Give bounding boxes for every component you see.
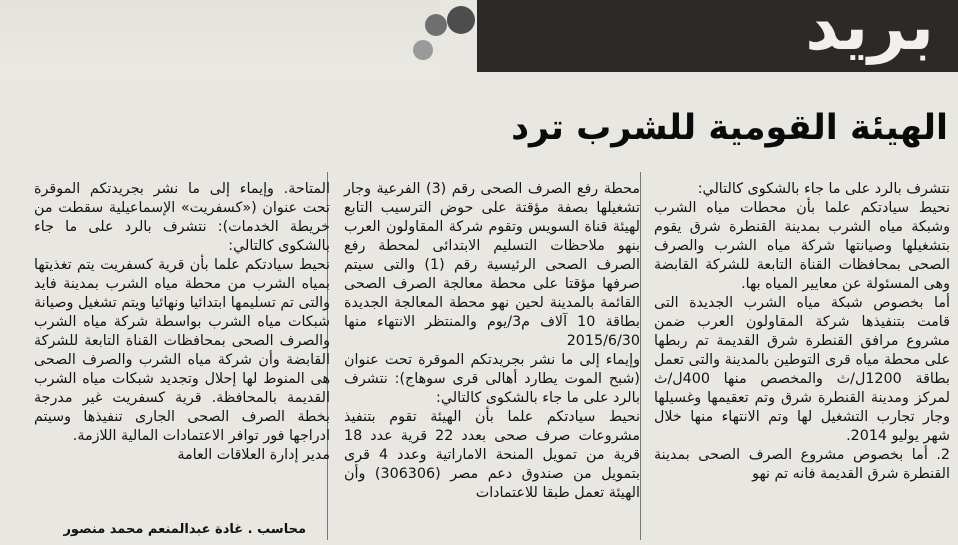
paragraph: 2. أما بخصوص مشروع الصرف الصحى بمدينة القنطرة شرق القديمة فانه تم نهو: [654, 447, 950, 482]
section-title: بريد: [805, 0, 934, 65]
paragraph: وإيماء إلى ما نشر بجريدتكم الموقرة تحت عنوان (شبح الموت يطارد أهالى قرى سوهاج): نتشرف بالرد على ما جاء بالشكوى كالتالي:: [344, 352, 640, 406]
article-column-right: [654, 180, 950, 484]
dot-icon: [413, 40, 433, 60]
dot-icon: [425, 14, 447, 36]
article-column-middle: [344, 180, 640, 503]
column-divider: [640, 172, 641, 540]
paragraph: محطة رفع الصرف الصحى رقم (3) الفرعية وجار تشغيلها بصفة مؤقتة على حوض الترسيب التابع لهيئة قناة السويس وتقوم شركة المقاولون العرب بنهو ملاحظات التسليم الابتدائى لمحطة رفع الصرف الصحى الرئيسية رقم (1) والتى سيتم صرفها مؤقتا على محطة معالجة الصرف الصحى القائمة بالمدينة لحين نهو محطة المعالجة الجديدة بطاقة 10 آلاف م3/يوم والمنتظر الانتهاء منها 2015/6/30: [344, 181, 641, 349]
paragraph: المتاحة. وإيماء إلى ما نشر بجريدتكم الموقرة تحت عنوان («كسفريت» الإسماعيلية سقطت من خريطة الخدمات): نتشرف بالرد على ما جاء بالشكوى كالتالي:: [34, 181, 330, 254]
paragraph: نحيط سيادتكم علما بأن محطات مياه الشرب وشبكة مياه الشرب بمدينة القنطرة شرق يقوم بتشغيلها وصيانتها شركة مياه الشرب والصرف الصحى بمحافظات القناة التابعة للشركة القابضة وهى المسئولة عن معايير المياه بها.: [654, 200, 950, 292]
paragraph: أما بخصوص شبكة مياه الشرب الجديدة التى قامت بتنفيذها شركة المقاولون العرب ضمن مشروع مرافق القنطرة شرق القديمة تم ربطها على محطة مياه قرى التوطين بالمدينة والتى تعمل بطاقة 1200ل/ث والمخصص منها 400ل/ث لمركز ومدينة القنطرة شرق وتم تعقيمها وغسيلها وجار تجارب التشغيل لها وتم الانتهاء منها خلال شهر يوليو 2014.: [654, 295, 950, 444]
paragraph: مدير إدارة العلاقات العامة: [177, 447, 330, 463]
article-column-left: [34, 180, 330, 465]
author-signature: محاسب . غادة عبدالمنعم محمد منصور: [63, 522, 306, 537]
article-headline: الهيئة القومية للشرب ترد: [511, 108, 948, 148]
paragraph: نتشرف بالرد على ما جاء بالشكوى كالتالي:: [697, 181, 950, 197]
decorative-dots: [443, 4, 483, 64]
dot-icon: [447, 6, 475, 34]
section-masthead: [477, 0, 958, 72]
paragraph: نحيط سيادتكم علما بأن قرية كسفريت يتم تغذيتها بمياه الشرب من محطة مياه الشرب بمدينة فايد والتى تم تسليمها ابتدائيا ونهائيا ويتم تشغيل وصيانة شبكات مياه الشرب بواسطة شركة مياه الشرب والصرف الصحى بمحافظات القناة التابعة للشركة القابضة وأن شركة مياه الشرب والصرف الصحى هى المنوط لها إحلال وتجديد شبكات مياه الشرب القديمة بالمحافظة. قرية كسفريت غير مدرجة بخطة الصرف الصحى الجارى تنفيذها وسيتم ادراجها فور توافر الاعتمادات المالية اللازمة.: [34, 257, 330, 444]
paragraph: نحيط سيادتكم علما بأن الهيئة تقوم بتنفيذ مشروعات صرف صحى بعدد 22 قرية عدد 18 قرية من تمويل المنحة الاماراتية وعدد 4 قرى بتمويل من صندوق دعم مصر (306306) وأن الهيئة تعمل طبقا للاعتمادات: [344, 409, 641, 501]
faded-header-area: [0, 0, 440, 80]
